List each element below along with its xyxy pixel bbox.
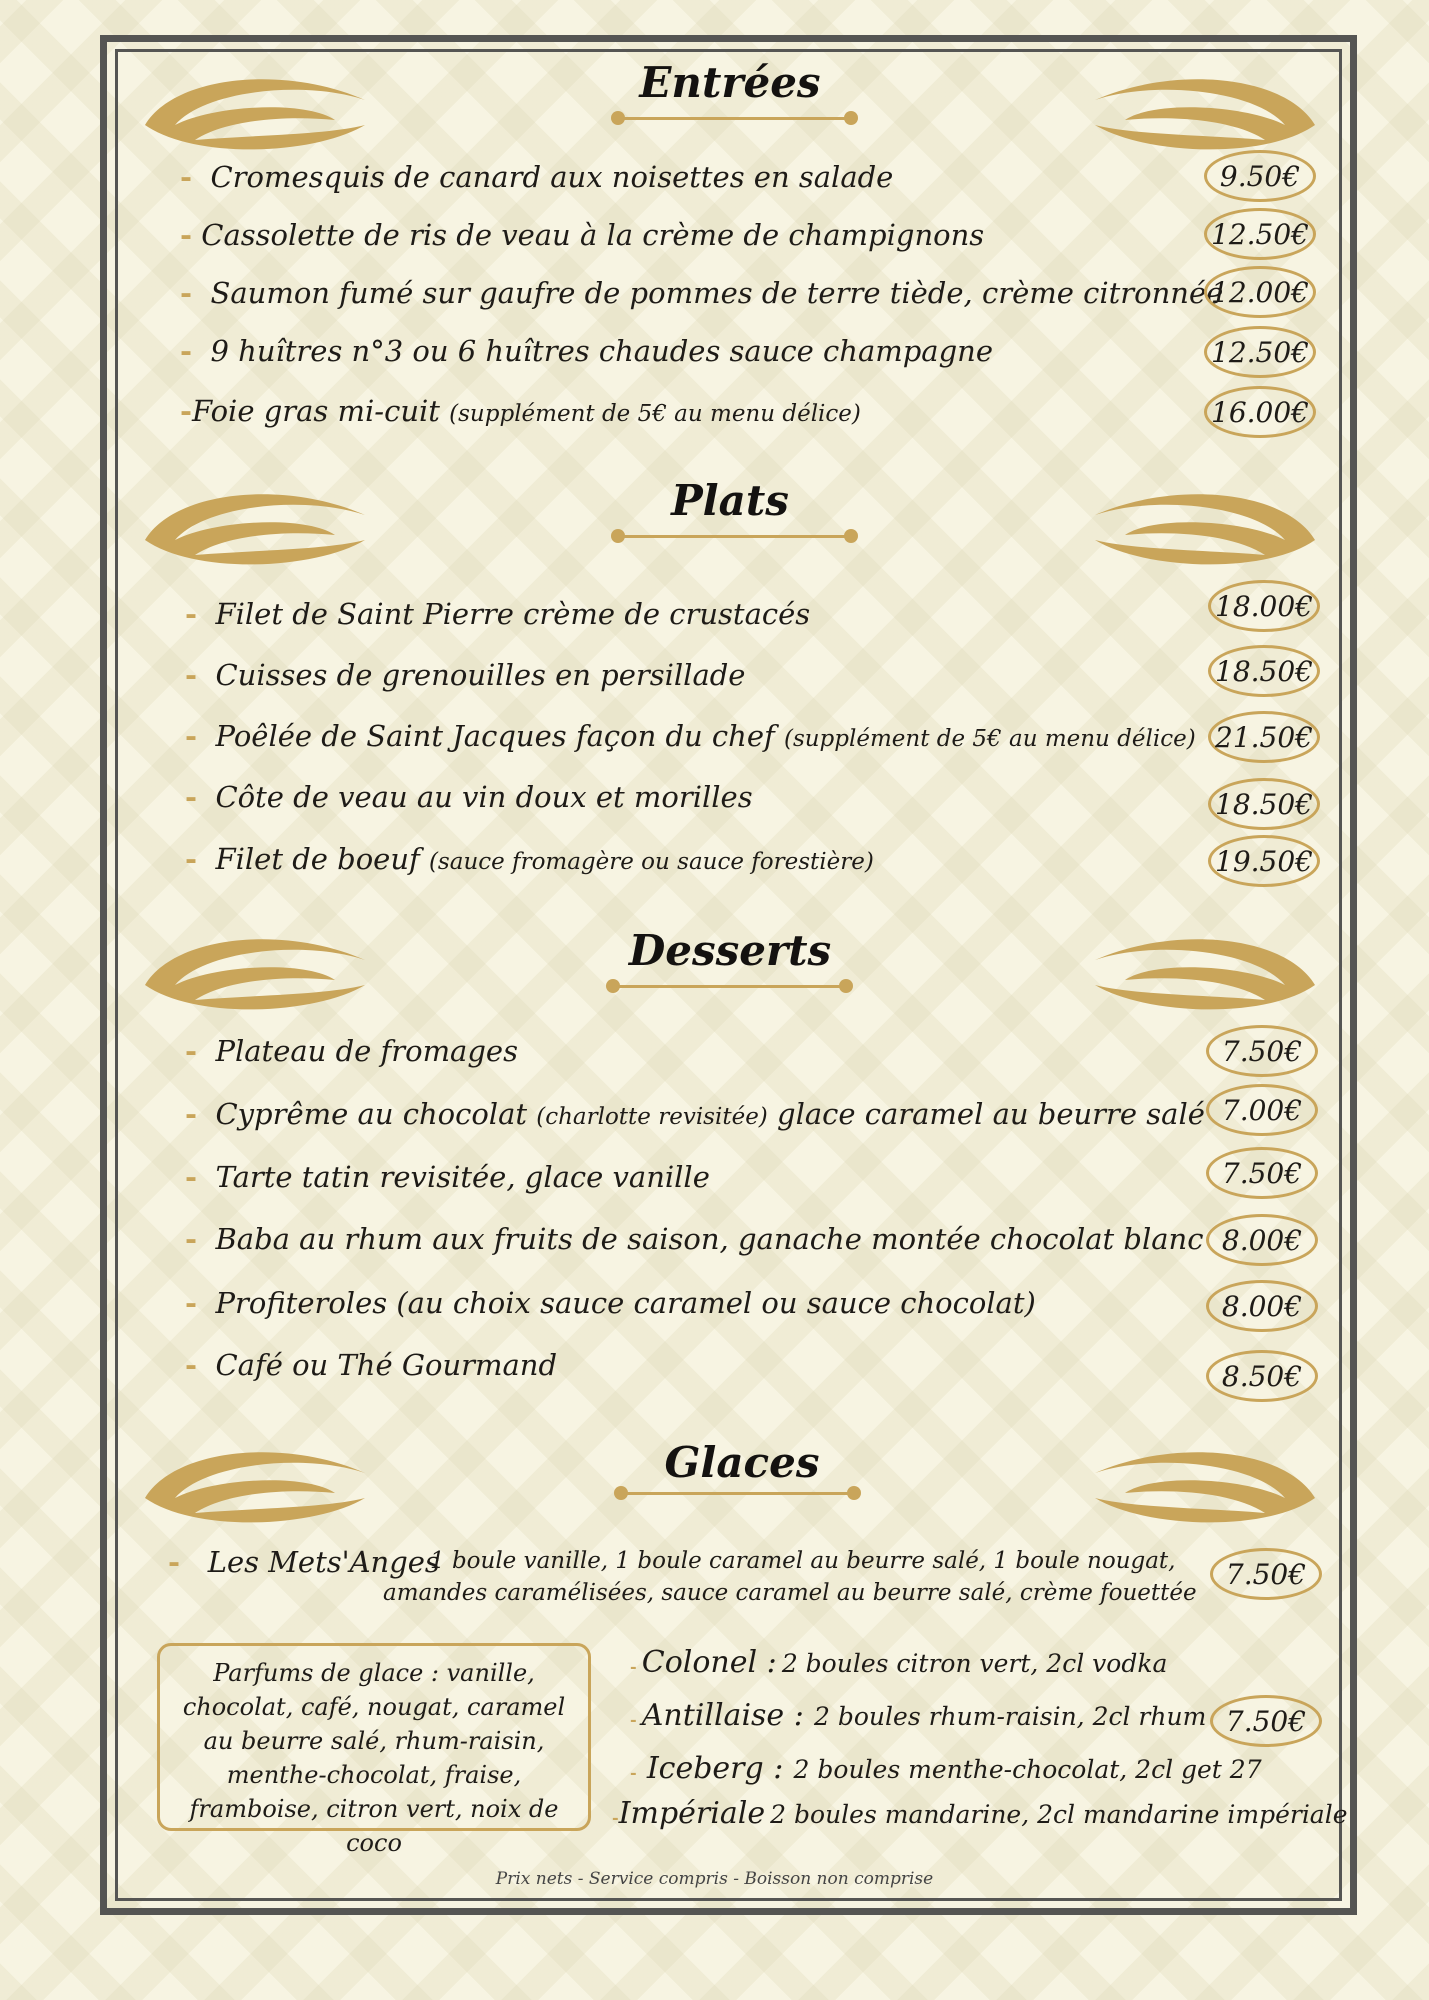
item-name: Cassolette de ris de veau à la crème de champignons	[201, 218, 985, 252]
item-name: Tarte tatin revisitée, glace vanille	[215, 1160, 710, 1194]
price-badge: 7.50€	[1206, 1025, 1318, 1077]
price-badge: 8.50€	[1206, 1350, 1318, 1402]
gold-swirl-ornament	[135, 55, 375, 165]
menu-item	[185, 719, 1196, 753]
item-name: Saumon fumé sur gaufre de pommes de terre tiède, crème citronnée	[210, 276, 1224, 310]
dash: -	[630, 1657, 637, 1676]
cocktail-item	[630, 1698, 1206, 1733]
cocktail-desc: 2 boules rhum-raisin, 2cl rhum	[814, 1702, 1207, 1731]
section-title-entrees: Entrées	[639, 58, 821, 107]
dash: -	[180, 394, 193, 428]
dash: -	[185, 719, 198, 753]
gold-swirl-ornament	[1085, 55, 1325, 165]
cocktail-item	[630, 1751, 1262, 1786]
item-extra: glace caramel au beurre salé	[777, 1097, 1205, 1131]
footer-note: Prix nets - Service compris - Boisson non comprise	[495, 1869, 934, 1889]
price-badge: 18.00€	[1208, 580, 1320, 632]
menu-item	[180, 160, 893, 194]
title-underline	[612, 985, 847, 988]
dash: -	[185, 1222, 198, 1256]
gold-swirl-ornament	[135, 1428, 375, 1538]
cocktail-item	[612, 1796, 1348, 1831]
cocktail-name: Antillaise :	[641, 1698, 804, 1733]
dash: -	[185, 658, 198, 692]
price-badge: 9.50€	[1204, 150, 1316, 202]
dash: -	[185, 1097, 198, 1131]
gold-swirl-ornament	[135, 915, 375, 1025]
cocktail-name: Impériale	[618, 1796, 766, 1831]
item-name: Plateau de fromages	[215, 1034, 518, 1068]
menu-item	[185, 1286, 1036, 1320]
price-badge: 16.00€	[1204, 386, 1316, 438]
menu-item	[185, 658, 745, 692]
dash: -	[168, 1545, 181, 1579]
item-name: Profiteroles (au choix sauce caramel ou sauce chocolat)	[215, 1286, 1036, 1320]
dash: -	[180, 160, 193, 194]
title-underline	[617, 535, 852, 538]
cocktail-item	[630, 1645, 1167, 1680]
item-name: Cyprême au chocolat	[215, 1097, 528, 1131]
item-description: 1 boule vanille, 1 boule caramel au beurre salé, 1 boule nougat,	[430, 1548, 1176, 1574]
price-badge: 12.50€	[1204, 326, 1316, 378]
gold-swirl-ornament	[1085, 1428, 1325, 1538]
item-name: Poêlée de Saint Jacques façon du chef	[215, 719, 775, 753]
price-badge: 7.50€	[1210, 1548, 1322, 1600]
parfums-box: Parfums de glace : vanille, chocolat, café, nougat, caramel au beurre salé, rhum-raisin, menthe-chocolat, fraise, framboise, citron vert, noix de coco	[157, 1643, 591, 1831]
item-name: Foie gras mi-cuit	[192, 394, 440, 428]
dash: -	[185, 1286, 198, 1320]
dash: -	[185, 780, 198, 814]
gold-swirl-ornament	[135, 470, 375, 580]
section-title-glaces: Glaces	[664, 1438, 820, 1487]
cocktail-desc: 2 boules citron vert, 2cl vodka	[781, 1649, 1168, 1678]
dash: -	[612, 1808, 619, 1827]
price-badge: 7.50€	[1206, 1147, 1318, 1199]
item-note: (sauce fromagère ou sauce forestière)	[428, 849, 874, 875]
menu-item	[185, 597, 810, 631]
item-note: (charlotte revisitée)	[536, 1104, 768, 1130]
menu-item	[185, 1222, 1203, 1256]
item-name: Filet de Saint Pierre crème de crustacés	[215, 597, 811, 631]
item-name: Filet de boeuf	[215, 842, 420, 876]
menu-item	[185, 780, 753, 814]
gold-swirl-ornament	[1085, 470, 1325, 580]
dash: -	[630, 1763, 637, 1782]
title-underline	[617, 117, 852, 120]
dash: -	[180, 218, 193, 252]
item-name: Cromesquis de canard aux noisettes en salade	[210, 160, 894, 194]
item-description: amandes caramélisées, sauce caramel au beurre salé, crème fouettée	[383, 1580, 1197, 1606]
price-badge: 18.50€	[1208, 645, 1320, 697]
menu-item	[185, 1097, 1205, 1131]
item-name: 9 huîtres n°3 ou 6 huîtres chaudes sauce champagne	[210, 334, 993, 368]
dash: -	[630, 1710, 637, 1729]
cocktail-name: Colonel :	[641, 1645, 777, 1680]
price-badge: 21.50€	[1208, 711, 1320, 763]
item-name: Café ou Thé Gourmand	[215, 1348, 558, 1382]
item-name: Les Mets'Anges	[207, 1545, 440, 1579]
price-badge: 12.50€	[1204, 208, 1316, 260]
dash: -	[185, 597, 198, 631]
menu-item	[180, 276, 1223, 310]
section-title-plats: Plats	[671, 476, 789, 525]
menu-item	[185, 1348, 557, 1382]
cocktail-desc: 2 boules mandarine, 2cl mandarine impériale	[770, 1800, 1348, 1829]
price-badge: 18.50€	[1208, 778, 1320, 830]
dash: -	[185, 1034, 198, 1068]
menu-item	[185, 842, 874, 876]
cocktail-desc: 2 boules menthe-chocolat, 2cl get 27	[793, 1755, 1262, 1784]
dash: -	[185, 842, 198, 876]
menu-item	[180, 394, 861, 428]
item-note: (supplément de 5€ au menu délice)	[449, 401, 861, 427]
price-badge: 8.00€	[1206, 1214, 1318, 1266]
item-name: Cuisses de grenouilles en persillade	[215, 658, 746, 692]
price-badge: 7.50€	[1210, 1695, 1322, 1747]
title-underline	[620, 1492, 855, 1495]
menu-item	[180, 334, 993, 368]
item-name: Côte de veau au vin doux et morilles	[215, 780, 753, 814]
dash: -	[185, 1160, 198, 1194]
price-badge: 8.00€	[1206, 1280, 1318, 1332]
menu-item	[185, 1034, 518, 1068]
item-note: (supplément de 5€ au menu délice)	[783, 726, 1196, 752]
menu-item-mets-anges	[168, 1545, 440, 1579]
dash: -	[180, 334, 193, 368]
gold-swirl-ornament	[1085, 915, 1325, 1025]
dash: -	[185, 1348, 198, 1382]
price-badge: 19.50€	[1208, 835, 1320, 887]
section-title-desserts: Desserts	[628, 926, 832, 975]
menu-item	[185, 1160, 710, 1194]
price-badge: 7.00€	[1206, 1084, 1318, 1136]
dash: -	[180, 276, 193, 310]
cocktail-name: Iceberg :	[646, 1751, 784, 1786]
menu-item	[180, 218, 984, 252]
price-badge: 12.00€	[1204, 266, 1316, 318]
item-name: Baba au rhum aux fruits de saison, ganache montée chocolat blanc	[215, 1222, 1204, 1256]
